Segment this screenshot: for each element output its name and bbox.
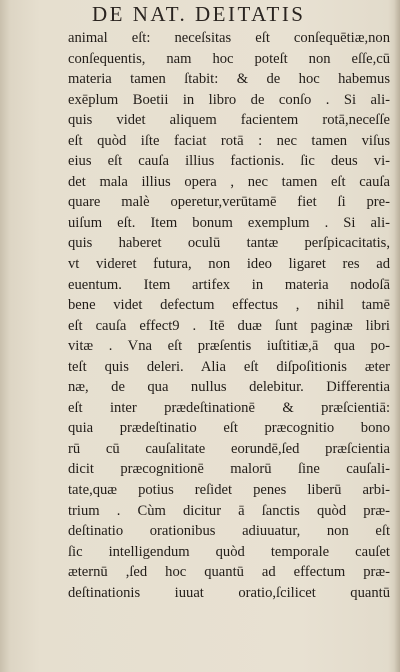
text-line: ſic intelligendum quòd temporale cauſet (68, 543, 390, 560)
text-line: vt videret futura, non ideo ligaret res ad (68, 256, 390, 273)
body-text (68, 28, 390, 603)
text-line: tate,quæ potius reſidet penes liberū arbi- (68, 482, 390, 499)
running-head: DE NAT. DEITATIS (92, 2, 306, 26)
text-line: eſt inter prædeſtinationē & præſcientiā: (68, 399, 390, 416)
text-line: bene videt defectum effectus , nihil tamē (68, 297, 390, 314)
text-line: eſt cauſa effect9 . Itē duæ ſunt paginæ libri (68, 317, 390, 334)
text-line: animal eſt: neceſsitas eſt conſequētiæ,non (68, 30, 390, 46)
text-line: eius eſt cauſa illius factionis. ſic deus vi- (68, 153, 390, 170)
text-line: eſt quòd iſte faciat rotā : nec tamen viſus (68, 132, 390, 149)
page-edge-shadow (394, 0, 400, 672)
text-line: conſequentis, nam hoc poteſt non eſſe,cū (68, 50, 390, 67)
text-line: quare malè operetur,verūtamē fiet ſi pre- (68, 194, 390, 211)
text-line: quis videt aliquem facientem rotā,neceſſe (68, 112, 390, 129)
text-line: deſtinationis iuuat oratio,ſcilicet quantū (68, 584, 390, 601)
text-line: euentum. Item artifex in materia nodoſā (68, 276, 390, 293)
text-line: det mala illius opera , nec tamen eſt cauſa (68, 173, 390, 190)
text-line: quia prædeſtinatio eſt præcognitio bono (68, 420, 390, 437)
text-line: teſt quis deleri. Alia eſt diſpoſitionis æter (68, 358, 390, 375)
text-line: dicit præcognitionē malorū ſine cauſali- (68, 461, 390, 478)
text-line: quis haberet oculū tantæ perſpicacitatis, (68, 235, 390, 252)
text-line: næ, de qua nullus delebitur. Differentia (68, 379, 390, 396)
text-line: deſtinatio orationibus adiuuatur, non eſt (68, 523, 390, 540)
text-line: æternū ,ſed hoc quantū ad effectum præ- (68, 564, 390, 581)
text-line: rū cū cauſalitate eorundē,ſed præſcientia (68, 440, 390, 457)
text-line: uiſum eſt. Item bonum exemplum . Si ali- (68, 214, 390, 231)
text-line: exēplum Boetii in libro de conſo . Si ali- (68, 91, 390, 108)
text-line: vitæ . Vna eſt præſentis iuſtitiæ,ā qua po- (68, 338, 390, 355)
text-line: trium . Cùm dicitur ā ſanctis quòd præ- (68, 502, 390, 519)
text-line: materia tamen ſtabit: & de hoc habemus (68, 71, 390, 88)
